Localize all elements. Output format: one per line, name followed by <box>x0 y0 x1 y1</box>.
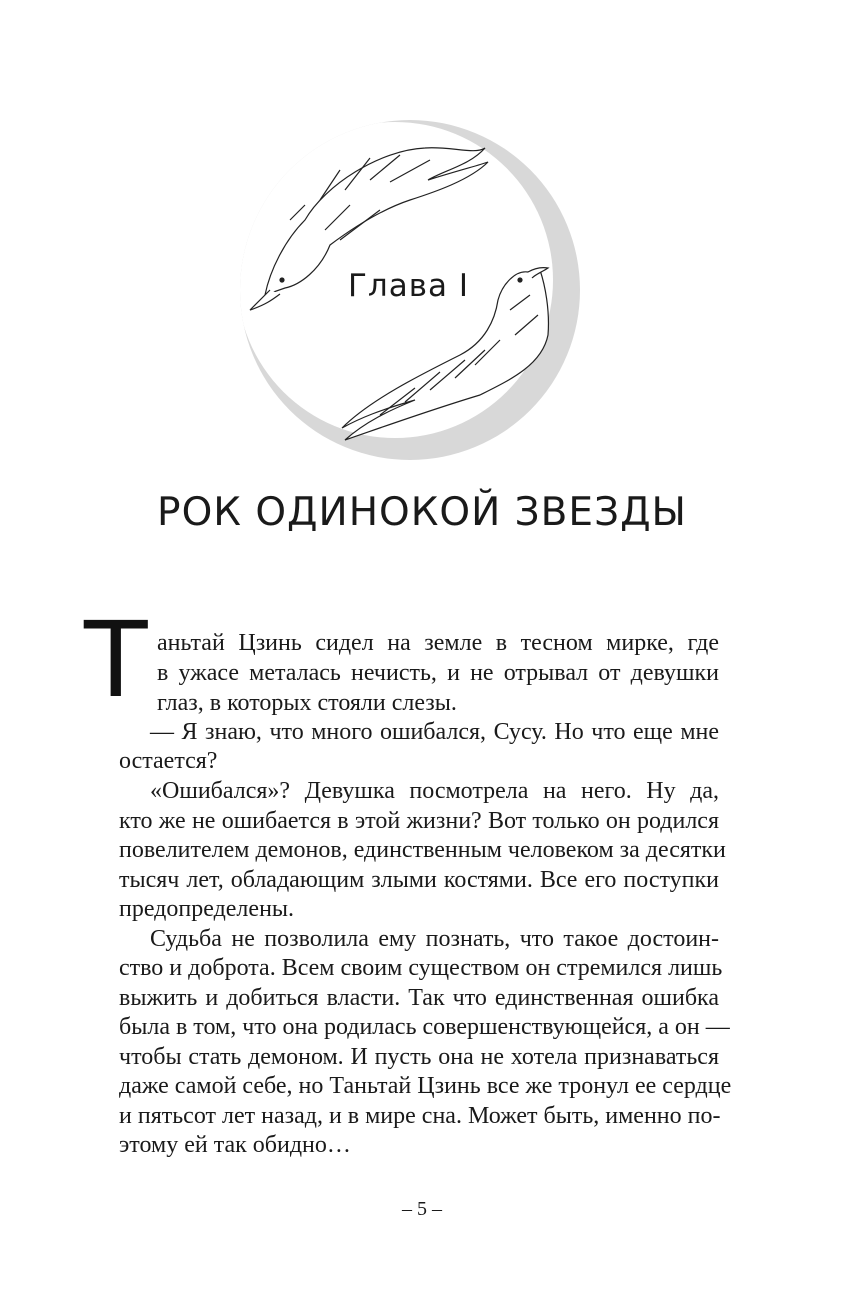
chapter-number: Глава I <box>348 268 469 304</box>
text-line: в ужасе металась нечисть, и не отрывал от девушки <box>157 660 719 686</box>
text-line: кто же не ошибается в этой жизни? Вот только он родился <box>119 808 719 834</box>
text-line: Судьба не позволила ему познать, что такое достоин- <box>150 926 719 952</box>
text-line: и пятьсот лет назад, и в мире сна. Может быть, именно по- <box>119 1103 721 1129</box>
chapter-title: РОК ОДИНОКОЙ ЗВЕЗДЫ <box>157 490 687 535</box>
text-line: предопределены. <box>119 896 295 922</box>
page-number: – 5 – <box>402 1198 442 1220</box>
drop-cap: Т <box>84 599 148 721</box>
text-line: даже самой себе, но Таньтай Цзинь все же тронул ее сердце <box>119 1073 732 1099</box>
text-line: «Ошибался»? Девушка посмотрела на него. Ну да, <box>150 778 719 804</box>
text-line: — Я знаю, что много ошибался, Сусу. Но что еще мне <box>150 719 719 745</box>
text-line: глаз, в которых стояли слезы. <box>157 690 457 716</box>
text-line: этому ей так обидно… <box>119 1132 351 1158</box>
text-line: остается? <box>119 748 218 774</box>
text-line: выжить и добиться власти. Так что единственная ошибка <box>119 985 719 1011</box>
text-line: была в том, что она родилась совершенствующейся, а он — <box>119 1014 730 1040</box>
text-line: ство и доброта. Всем своим существом он стремился лишь <box>119 955 723 981</box>
text-line: тысяч лет, обладающим злыми костями. Все его поступки <box>119 867 719 893</box>
text-line: аньтай Цзинь сидел на земле в тесном мирке, где <box>157 630 719 656</box>
text-line: чтобы стать демоном. И пусть она не хотела признаваться <box>119 1044 719 1070</box>
text-line: повелителем демонов, единственным человеком за десятки <box>119 837 726 863</box>
